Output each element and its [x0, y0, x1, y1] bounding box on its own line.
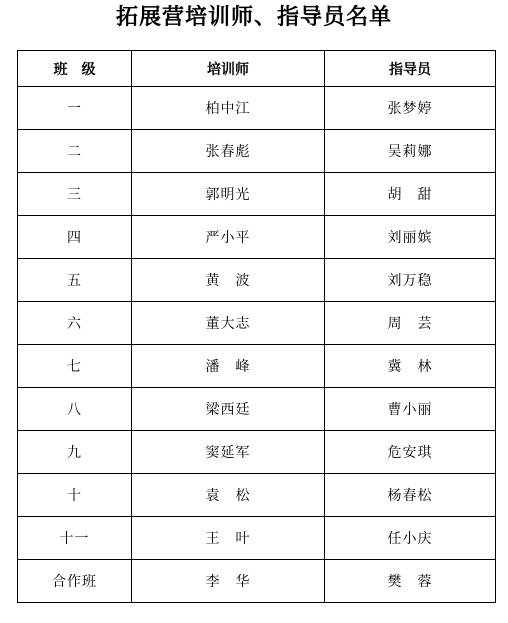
instructor-cell: 胡 甜	[325, 173, 496, 216]
table-row	[18, 560, 496, 603]
trainer-cell: 张春彪	[132, 130, 325, 173]
class-cell: 一	[18, 87, 132, 130]
instructor-cell: 杨春松	[325, 474, 496, 517]
table-row	[18, 173, 496, 216]
instructor-cell: 张梦婷	[325, 87, 496, 130]
trainer-cell: 窦延军	[132, 431, 325, 474]
trainer-cell: 黄 波	[132, 259, 325, 302]
table-row	[18, 216, 496, 259]
roster-table	[17, 50, 496, 603]
table-row	[18, 474, 496, 517]
table-row	[18, 302, 496, 345]
class-cell: 十一	[18, 517, 132, 560]
trainer-cell: 袁 松	[132, 474, 325, 517]
instructor-cell: 吴莉娜	[325, 130, 496, 173]
header-instructor: 指导员	[325, 51, 496, 87]
table-row	[18, 517, 496, 560]
class-cell: 合作班	[18, 560, 132, 603]
table-row	[18, 388, 496, 431]
instructor-cell: 冀 林	[325, 345, 496, 388]
trainer-cell: 严小平	[132, 216, 325, 259]
header-trainer: 培训师	[132, 51, 325, 87]
instructor-cell: 任小庆	[325, 517, 496, 560]
class-cell: 七	[18, 345, 132, 388]
page-title: 拓展营培训师、指导员名单	[115, 5, 392, 30]
class-cell: 十	[18, 474, 132, 517]
header-class: 班 级	[18, 51, 132, 87]
trainer-cell: 李 华	[132, 560, 325, 603]
instructor-cell: 刘丽嫔	[325, 216, 496, 259]
table-row	[18, 259, 496, 302]
table-row	[18, 345, 496, 388]
trainer-cell: 柏中江	[132, 87, 325, 130]
instructor-cell: 樊 蓉	[325, 560, 496, 603]
trainer-cell: 王 叶	[132, 517, 325, 560]
class-cell: 六	[18, 302, 132, 345]
class-cell: 八	[18, 388, 132, 431]
trainer-cell: 郭明光	[132, 173, 325, 216]
class-cell: 四	[18, 216, 132, 259]
instructor-cell: 刘万稳	[325, 259, 496, 302]
table-header-row	[18, 51, 496, 87]
table-row	[18, 431, 496, 474]
instructor-cell: 周 芸	[325, 302, 496, 345]
instructor-cell: 曹小丽	[325, 388, 496, 431]
instructor-cell: 危安琪	[325, 431, 496, 474]
table-row	[18, 130, 496, 173]
class-cell: 九	[18, 431, 132, 474]
class-cell: 三	[18, 173, 132, 216]
class-cell: 二	[18, 130, 132, 173]
trainer-cell: 潘 峰	[132, 345, 325, 388]
trainer-cell: 董大志	[132, 302, 325, 345]
class-cell: 五	[18, 259, 132, 302]
trainer-cell: 梁西廷	[132, 388, 325, 431]
table-row	[18, 87, 496, 130]
